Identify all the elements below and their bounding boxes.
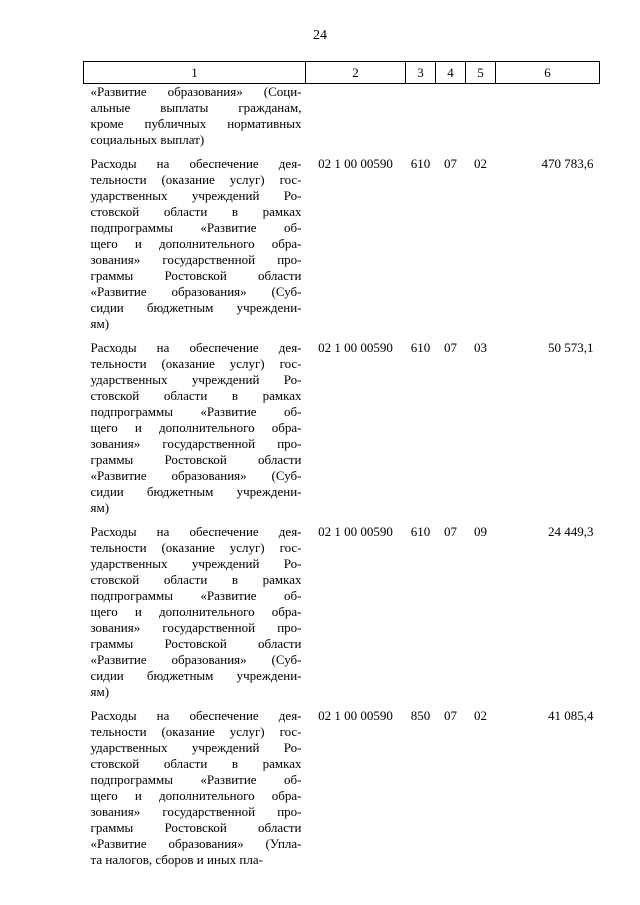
row-description xyxy=(84,84,306,157)
description-line: «Развитие образования» (Упла- xyxy=(90,836,302,851)
description-line: щего и дополнительного обра- xyxy=(90,604,302,619)
table-body xyxy=(84,84,600,877)
description-line: стовской области в рамках xyxy=(90,388,302,403)
description-line: сидии бюджетным учреждени- xyxy=(90,484,302,499)
table-row xyxy=(84,708,600,876)
row-col-5 xyxy=(466,84,496,157)
row-col-3: 850 xyxy=(410,708,431,723)
description-line: зования» государственной про- xyxy=(90,436,302,451)
row-col-5: 02 xyxy=(474,156,487,171)
row-code: 02 1 00 00590 xyxy=(318,340,393,355)
description-line: «Развитие образования» (Суб- xyxy=(90,468,302,483)
description-line: стовской области в рамках xyxy=(90,204,302,219)
description-line: граммы Ростовской области xyxy=(90,820,302,835)
header-col-2: 2 xyxy=(306,62,406,84)
description-line: кроме публичных нормативных xyxy=(90,116,302,131)
description-line: щего и дополнительного обра- xyxy=(90,420,302,435)
description-line: подпрограммы «Развитие об- xyxy=(90,588,302,603)
row-code xyxy=(306,84,406,157)
row-description xyxy=(84,708,306,876)
description-line: зования» государственной про- xyxy=(90,804,302,819)
description-line: ударственных учреждений Ро- xyxy=(90,188,302,203)
row-col-5: 03 xyxy=(474,340,487,355)
page-number: 24 xyxy=(313,28,327,43)
description-line: тельности (оказание услуг) гос- xyxy=(90,540,302,555)
description-line: граммы Ростовской области xyxy=(90,268,302,283)
description-line: «Развитие образования» (Суб- xyxy=(90,284,302,299)
row-description xyxy=(84,340,306,524)
description-line: подпрограммы «Развитие об- xyxy=(90,404,302,419)
row-amount: 50 573,1 xyxy=(548,340,594,355)
table-row xyxy=(84,524,600,708)
header-col-3: 3 xyxy=(406,62,436,84)
row-description xyxy=(84,156,306,340)
budget-table xyxy=(83,61,600,876)
row-code: 02 1 00 00590 xyxy=(318,156,393,171)
description-line: Расходы на обеспечение дея- xyxy=(90,524,302,539)
row-col-4: 07 xyxy=(444,708,457,723)
row-amount: 24 449,3 xyxy=(548,524,594,539)
description-line: щего и дополнительного обра- xyxy=(90,236,302,251)
description-line: «Развитие образования» (Соци- xyxy=(90,84,302,99)
header-col-4: 4 xyxy=(436,62,466,84)
description-line: сидии бюджетным учреждени- xyxy=(90,300,302,315)
row-col-4: 07 xyxy=(444,340,457,355)
description-line: ям) xyxy=(90,316,110,331)
row-col-3: 610 xyxy=(410,524,431,539)
header-col-6: 6 xyxy=(496,62,600,84)
description-line: граммы Ростовской области xyxy=(90,452,302,467)
table-row xyxy=(84,340,600,524)
row-col-4 xyxy=(436,84,466,157)
description-line: социальных выплат) xyxy=(90,132,205,147)
table-row xyxy=(84,156,600,340)
description-line: Расходы на обеспечение дея- xyxy=(90,156,302,171)
description-line: Расходы на обеспечение дея- xyxy=(90,708,302,723)
description-line: «Развитие образования» (Суб- xyxy=(90,652,302,667)
row-col-3: 610 xyxy=(410,340,431,355)
description-line: стовской области в рамках xyxy=(90,756,302,771)
description-line: ударственных учреждений Ро- xyxy=(90,372,302,387)
row-col-4: 07 xyxy=(444,524,457,539)
description-line: тельности (оказание услуг) гос- xyxy=(90,724,302,739)
description-line: ям) xyxy=(90,500,110,515)
row-col-4: 07 xyxy=(444,156,457,171)
description-line: стовской области в рамках xyxy=(90,572,302,587)
description-line: зования» государственной про- xyxy=(90,252,302,267)
description-line: подпрограммы «Развитие об- xyxy=(90,772,302,787)
description-line: альные выплаты гражданам, xyxy=(90,100,302,115)
description-line: тельности (оказание услуг) гос- xyxy=(90,172,302,187)
header-row xyxy=(84,62,600,84)
description-line: щего и дополнительного обра- xyxy=(90,788,302,803)
description-line: ударственных учреждений Ро- xyxy=(90,556,302,571)
row-amount xyxy=(496,84,600,157)
row-col-5: 09 xyxy=(474,524,487,539)
row-description xyxy=(84,524,306,708)
header-col-5: 5 xyxy=(466,62,496,84)
row-code: 02 1 00 00590 xyxy=(318,708,393,723)
row-col-3 xyxy=(406,84,436,157)
table-row xyxy=(84,84,600,157)
row-col-3: 610 xyxy=(410,156,431,171)
description-line: подпрограммы «Развитие об- xyxy=(90,220,302,235)
row-amount: 41 085,4 xyxy=(548,708,594,723)
description-line: зования» государственной про- xyxy=(90,620,302,635)
row-col-5: 02 xyxy=(474,708,487,723)
header-col-1: 1 xyxy=(84,62,306,84)
description-line: Расходы на обеспечение дея- xyxy=(90,340,302,355)
description-line: ударственных учреждений Ро- xyxy=(90,740,302,755)
row-code: 02 1 00 00590 xyxy=(318,524,393,539)
description-line: ям) xyxy=(90,684,110,699)
description-line: та налогов, сборов и иных пла- xyxy=(90,852,263,867)
row-amount: 470 783,6 xyxy=(541,156,594,171)
description-line: сидии бюджетным учреждени- xyxy=(90,668,302,683)
description-line: граммы Ростовской области xyxy=(90,636,302,651)
description-line: тельности (оказание услуг) гос- xyxy=(90,356,302,371)
